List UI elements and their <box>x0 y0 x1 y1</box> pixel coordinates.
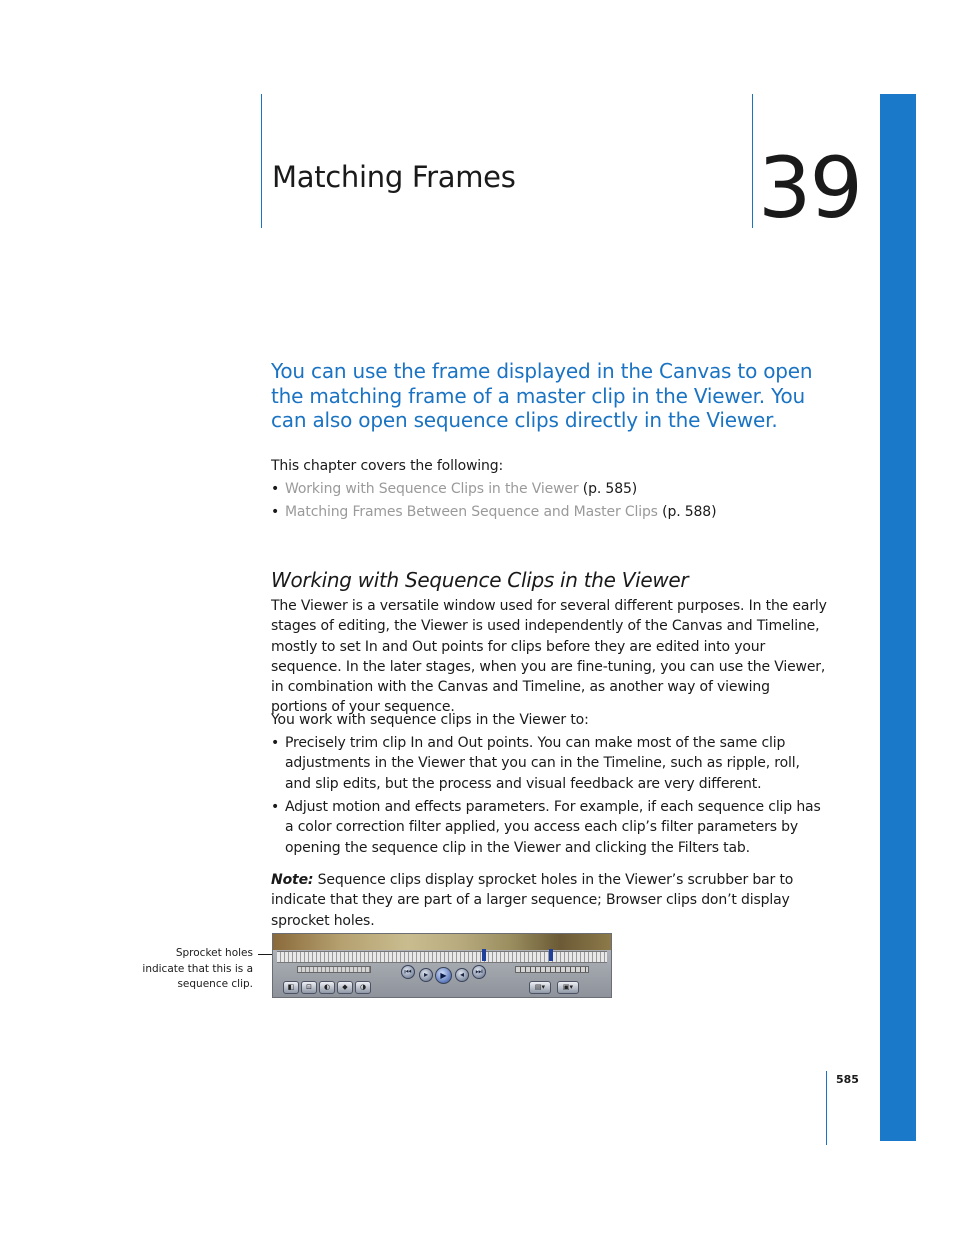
recent-clips-menu-icon: ▤▾ <box>529 981 551 994</box>
list-item-text: Precisely trim clip In and Out points. You can make most of the same clip adjustments in the Viewer that you can in the Timeline, such as ripple, roll, and slip edits, but the process and visual feedback are very different. <box>285 735 800 792</box>
note-label: Note: <box>271 872 314 888</box>
section-paragraph: You work with sequence clips in the Viewer to: <box>271 712 589 728</box>
chapter-side-tab <box>880 94 916 1141</box>
in-point-marker <box>482 949 486 961</box>
page-number: 585 <box>836 1073 859 1086</box>
covers-link-matching-frames[interactable]: Matching Frames Between Sequence and Master Clips <box>285 504 658 520</box>
covers-link-sequence-clips[interactable]: Working with Sequence Clips in the Viewer <box>285 481 579 497</box>
add-marker-icon: ◆ <box>337 981 353 994</box>
transport-controls <box>273 962 611 997</box>
note-paragraph <box>271 870 827 931</box>
jog-control <box>515 966 589 973</box>
generator-menu-icon: ▣▾ <box>557 981 579 994</box>
match-frame-icon: ◧ <box>283 981 299 994</box>
bullet-icon: • <box>271 735 280 751</box>
bullet-icon: • <box>271 481 280 497</box>
play-icon: ▶ <box>435 967 452 984</box>
callout-leader-line <box>258 954 272 955</box>
covers-page-ref: (p. 585) <box>578 481 638 497</box>
section-paragraph: The Viewer is a versatile window used for several different purposes. In the early stages of editing, the Viewer is used independently of the Canvas and Timeline, mostly to set In and Out points for clips before they are edited into your sequence. In the later stages, when you are fine-tuning, you can use the Viewer, in combination with the Canvas and Timeline, as another way of viewing portions of your sequence. <box>271 598 827 716</box>
page-number-rule <box>826 1071 827 1145</box>
bullet-icon: • <box>271 504 280 520</box>
viewer-video-frame <box>273 934 611 950</box>
viewer-window-illustration <box>272 933 612 998</box>
chapter-intro: You can use the frame displayed in the Canvas to open the matching frame of a master clip in the Viewer. You can also open sequence clips directly in the Viewer. <box>271 359 813 432</box>
title-right-rule <box>752 94 753 228</box>
bullet-icon: • <box>271 799 280 815</box>
covers-page-ref: (p. 588) <box>657 504 717 520</box>
next-edit-icon: ⏭ <box>472 965 486 979</box>
mark-clip-icon: ⊡ <box>301 981 317 994</box>
mark-out-icon: ◑ <box>355 981 371 994</box>
title-left-rule <box>261 94 262 228</box>
note-text: Sequence clips display sprocket holes in the Viewer’s scrubber bar to indicate that they are part of a larger sequence; Browser clips don’t display sprocket holes. <box>271 872 794 929</box>
chapter-title: Matching Frames <box>272 160 516 194</box>
figure-callout: Sprocket holes indicate that this is a sequence clip. <box>142 947 253 990</box>
out-point-marker <box>549 949 553 961</box>
section-heading: Working with Sequence Clips in the Viewer <box>271 568 689 592</box>
covers-lead: This chapter covers the following: <box>271 458 504 474</box>
play-in-to-out-icon: ▸ <box>419 968 433 982</box>
chapter-number: 39 <box>758 139 861 237</box>
previous-edit-icon: ⏮ <box>401 965 415 979</box>
play-around-current-icon: ◂ <box>455 968 469 982</box>
mark-in-icon: ◐ <box>319 981 335 994</box>
list-item-text: Adjust motion and effects parameters. For example, if each sequence clip has a color correction filter applied, you access each clip’s filter parameters by opening the sequence clip in the Viewer and clicking the Filters tab. <box>285 799 821 856</box>
shuttle-control <box>297 966 371 973</box>
